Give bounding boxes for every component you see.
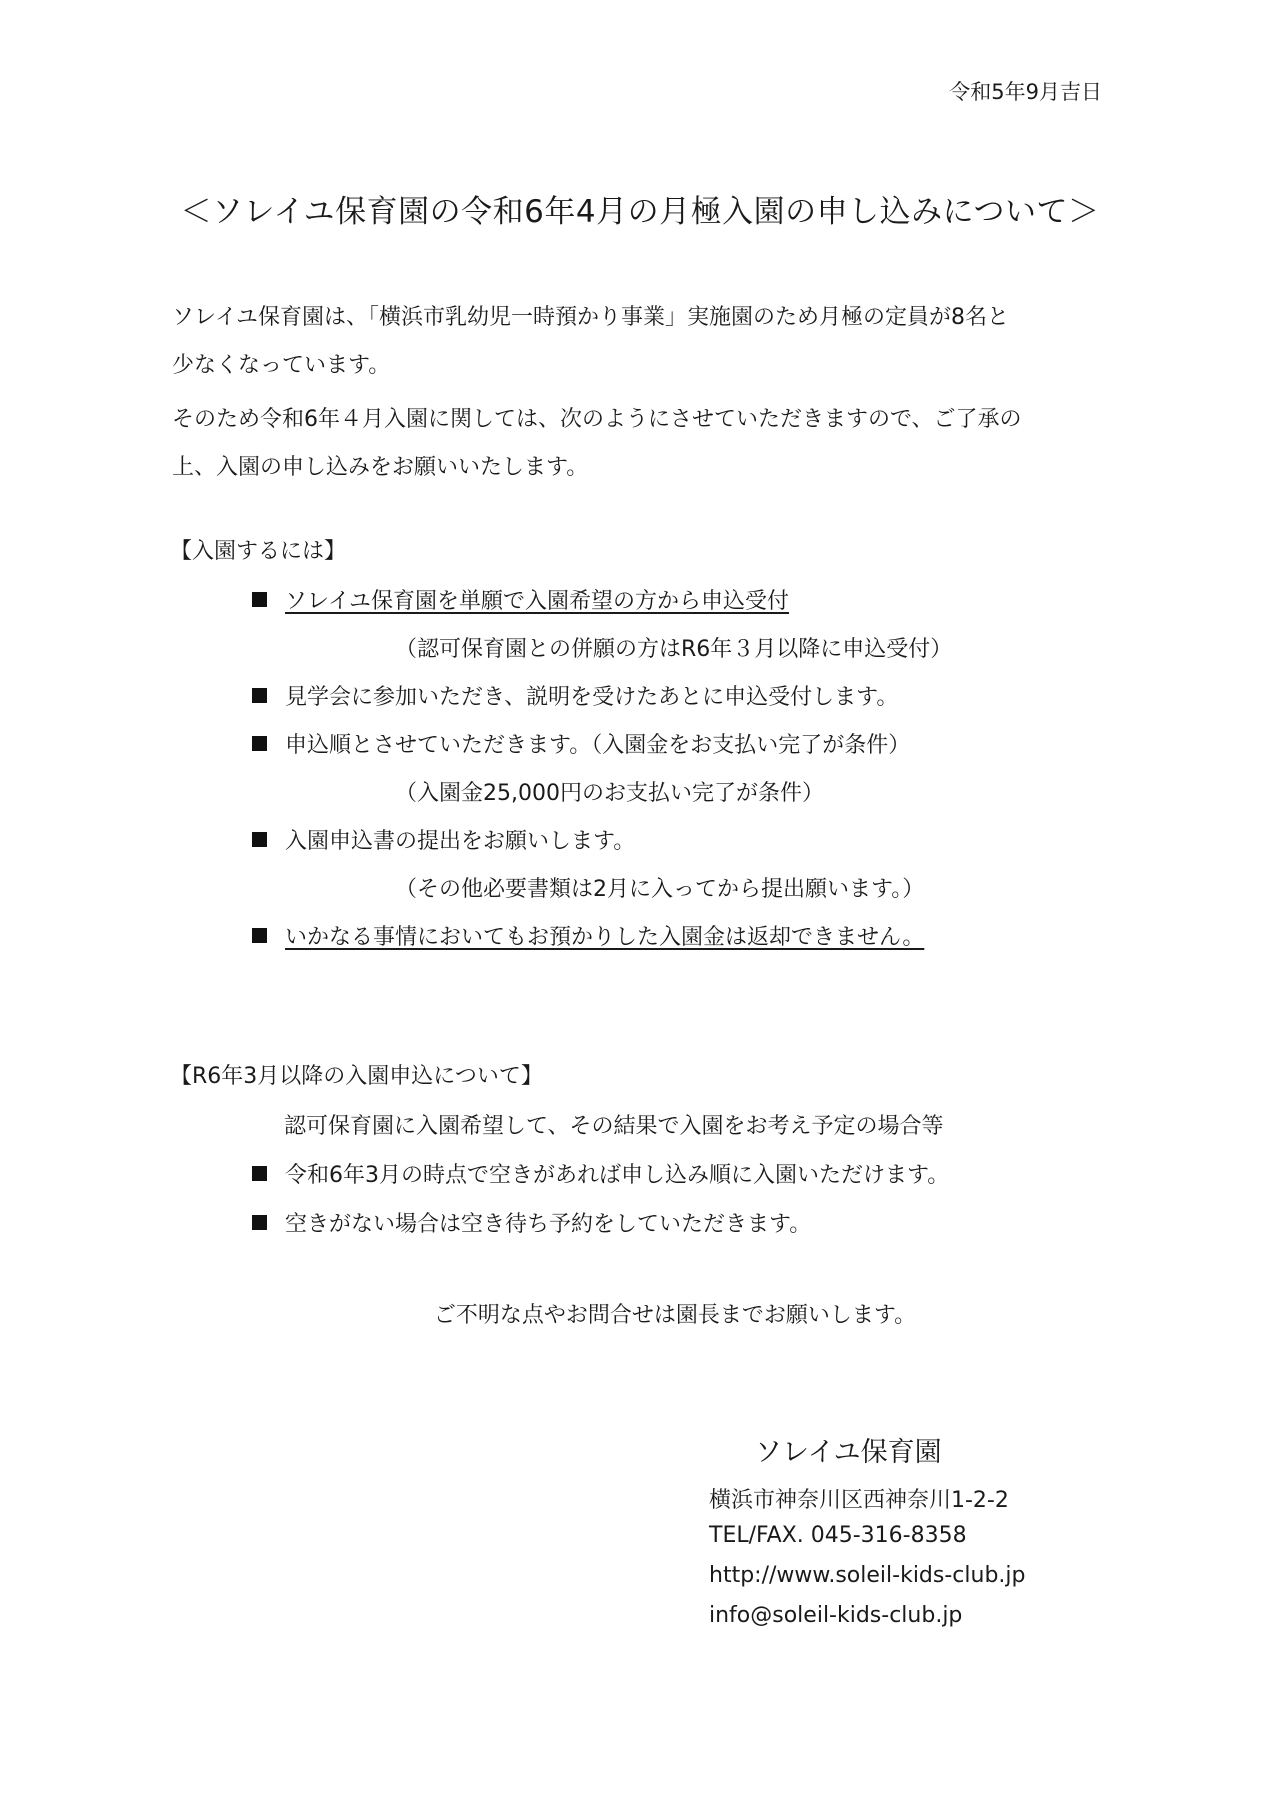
section2-item-2-text: 空きがない場合は空き待ち予約をしていただきます。 — [285, 1212, 812, 1237]
black-square-icon — [252, 1166, 267, 1181]
organization-website: http://www.soleil-kids-club.jp — [709, 1563, 1026, 1588]
section1-item-1 — [252, 584, 789, 615]
section1-item-2 — [252, 680, 898, 711]
black-square-icon — [252, 1215, 267, 1230]
section1-item-5 — [252, 920, 924, 951]
organization-email: info@soleil-kids-club.jp — [709, 1603, 963, 1628]
document-title: ＜ソレイユ保育園の令和6年4月の月極入園の申し込みについて＞ — [180, 194, 1100, 230]
black-square-icon — [252, 688, 267, 703]
section1-item-4-sub: （その他必要書類は2月に入ってから提出願います。） — [395, 877, 925, 902]
section1-item-1-text: ソレイユ保育園を単願で入園希望の方から申込受付 — [285, 589, 790, 614]
section2-item-1 — [252, 1158, 949, 1189]
closing-text: ご不明な点やお問合せは園長までお願いします。 — [433, 1303, 917, 1328]
section1-item-4 — [252, 824, 635, 855]
section2-note: 認可保育園に入園希望して、その結果で入園をお考え予定の場合等 — [284, 1114, 944, 1139]
intro-line-1: ソレイユ保育園は、「横浜市乳幼児一時預かり事業」実施園のため月極の定員が8名と — [172, 305, 1010, 330]
section2-item-1-text: 令和6年3月の時点で空きがあれば申し込み順に入園いただけます。 — [285, 1163, 950, 1188]
black-square-icon — [252, 736, 267, 751]
section1-heading: 【入園するには】 — [170, 539, 347, 564]
organization-tel: TEL/FAX. 045-316-8358 — [709, 1523, 967, 1548]
organization-name: ソレイユ保育園 — [755, 1437, 942, 1468]
black-square-icon — [252, 832, 267, 847]
section1-item-2-text: 見学会に参加いただき、説明を受けたあとに申込受付します。 — [285, 685, 899, 710]
section1-item-4-text: 入園申込書の提出をお願いします。 — [285, 829, 636, 854]
black-square-icon — [252, 928, 267, 943]
section2-heading: 【R6年3月以降の入園申込について】 — [170, 1064, 543, 1089]
section1-item-3 — [252, 728, 910, 759]
section1-item-5-text: いかなる事情においてもお預かりした入園金は返却できません。 — [285, 925, 925, 950]
organization-address: 横浜市神奈川区西神奈川1-2-2 — [709, 1488, 1009, 1513]
intro-line-3: そのため令和6年４月入園に関しては、次のようにさせていただきますので、ご了承の — [172, 407, 1022, 432]
section1-item-1-sub: （認可保育園との併願の方はR6年３月以降に申込受付） — [395, 637, 953, 662]
black-square-icon — [252, 592, 267, 607]
section2-item-2 — [252, 1207, 811, 1238]
intro-line-2: 少なくなっています。 — [172, 353, 391, 378]
document-date: 令和5年9月吉日 — [949, 80, 1102, 104]
section1-item-3-sub: （入園金25,000円のお支払い完了が条件） — [395, 781, 824, 806]
section1-item-3-text: 申込順とさせていただきます。（入園金をお支払い完了が条件） — [285, 733, 911, 758]
intro-line-4: 上、入園の申し込みをお願いいたします。 — [172, 455, 589, 480]
